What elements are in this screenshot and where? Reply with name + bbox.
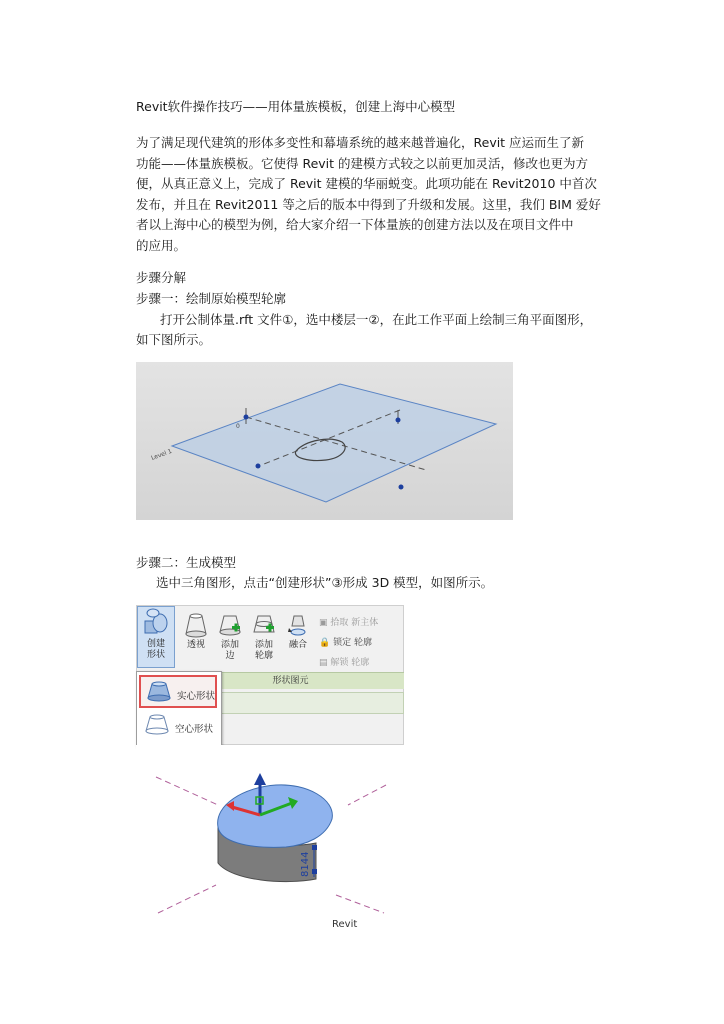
unlock-icon: ▤ [319,658,331,668]
form-3d-drawing [136,745,404,930]
add-edge-label-1: 添加 [220,640,239,650]
create-form-label-1: 创建 [146,639,165,649]
step2-heading: 步骤二：生成模型 [136,555,237,570]
intro-line: 便，从真正意义上，完成了 Revit 建模的华丽蜕变。此项功能在 Revit2010 中首次 [136,176,597,191]
void-form-icon [143,714,171,736]
create-form-label-2: 形状 [146,650,165,660]
view-watermark: Revit [332,919,358,930]
point-label: 0 [236,423,240,430]
document-title: Revit软件操作技巧——用体量族模板，创建上海中心模型 [136,99,456,114]
create-form-button[interactable] [137,606,175,668]
intro-line: 为了满足现代建筑的形体多变性和幕墙系统的越来越普遍化，Revit 应运而生了新 [136,135,585,150]
dimension-value: 8144 [300,851,311,877]
intro-paragraph [136,133,601,256]
pick-host-icon: ▣ [319,618,331,628]
intro-line: 发布，并且在 Revit2011 等之后的版本中得到了升级和发展。这里，我们 BIM 爱好 [136,196,601,212]
reference-point [399,485,404,490]
intro-line: 的应用。 [136,237,187,253]
lock-profile-button[interactable] [319,635,372,648]
void-form-item[interactable] [139,710,217,743]
add-edge-button[interactable] [215,612,245,662]
step1-heading: 步骤一：绘制原始模型轮廓 [136,291,287,306]
form-3d-view [136,745,404,930]
reference-point [244,415,249,420]
lock-profile-label: 锁定 轮廓 [333,638,372,648]
pick-new-host-label: 拾取 新主体 [330,618,379,628]
figure-level-plane [136,362,513,520]
steps-heading: 步骤分解 [136,270,187,285]
void-form-label: 空心形状 [175,724,214,735]
blend-button[interactable] [283,612,313,651]
unlock-profile-label: 解锁 轮廓 [330,658,370,668]
reference-line [156,777,218,805]
reference-point [396,418,401,423]
xray-button[interactable] [181,612,211,651]
add-profile-label-2: 轮廓 [254,651,273,661]
solid-form-icon [145,681,173,703]
z-axis-head [254,773,266,785]
unlock-profile-button[interactable] [319,655,369,668]
reference-point [256,464,261,469]
level-label: Level 1 [150,447,173,462]
add-profile-icon [252,612,276,638]
solid-form-item[interactable] [139,675,217,708]
step1-text: 打开公制体量.rft 文件①，选中楼层一②，在此工作平面上绘制三角平面图形， [160,312,593,327]
create-form-dropdown [136,671,222,747]
create-form-icon [143,607,169,637]
xray-icon [184,612,208,638]
step2-text: 选中三角图形，点击“创建形状”③形成 3D 模型，如图所示。 [156,575,494,590]
intro-line: 者以上海中心的模型为例，给大家介绍一下体量族的创建方法以及在项目文件中 [136,217,574,232]
reference-line [158,885,216,913]
lock-icon: 🔒 [319,638,334,648]
intro-line: 功能——体量族模板。它使得 Revit 的建模方式较之以前更加灵活，修改也更为方 [136,155,589,171]
pick-new-host-button[interactable] [319,615,378,628]
blend-label: 融合 [288,640,307,650]
ribbon-group-label: 形状图元 [177,672,404,689]
form-top [218,785,333,847]
level-plane-drawing [136,362,513,520]
xray-label: 透视 [186,640,205,650]
dimension-handle [312,845,317,850]
step1-text-cont: 如下图所示。 [136,332,212,347]
solid-form-label: 实心形状 [177,691,216,702]
add-edge-icon [218,612,242,638]
reference-line [348,785,386,805]
add-profile-button[interactable] [249,612,279,662]
dimension-handle [312,869,317,874]
add-edge-label-2: 边 [225,651,235,661]
reference-line [336,895,384,913]
add-profile-label-1: 添加 [254,640,273,650]
blend-icon [286,612,310,638]
